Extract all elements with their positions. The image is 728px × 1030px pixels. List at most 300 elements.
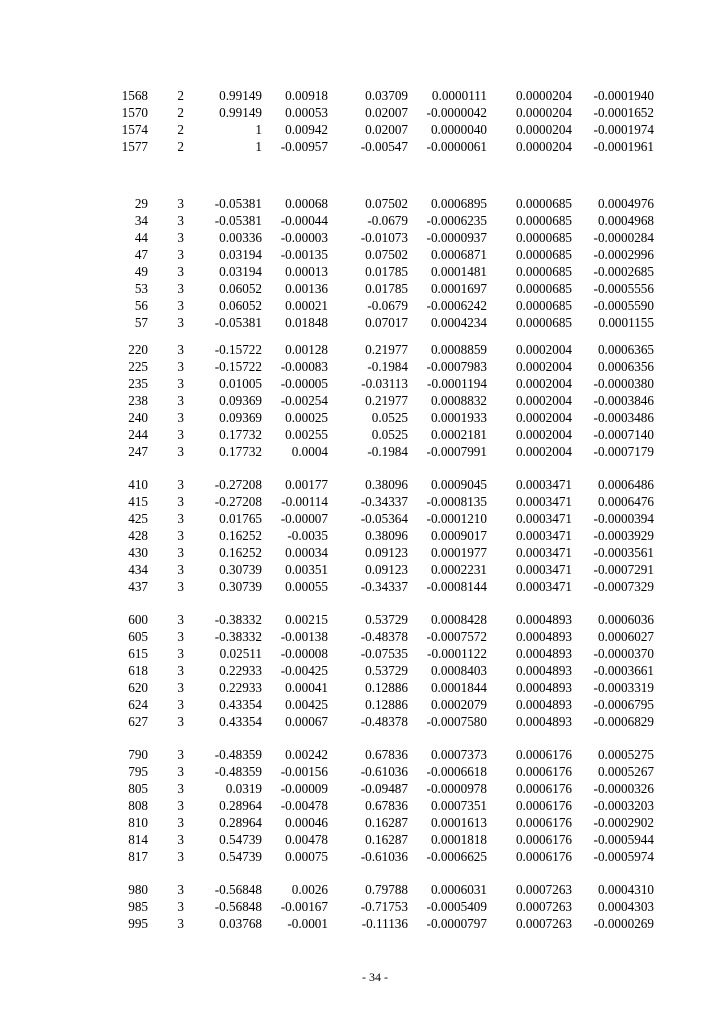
table-row xyxy=(0,915,728,932)
table-cell: -0.00044 xyxy=(280,213,328,228)
table-cell: 3 xyxy=(177,545,184,560)
table-cell: -0.00547 xyxy=(360,139,408,154)
table-cell: -0.0006829 xyxy=(593,714,654,729)
table-cell: -0.27208 xyxy=(214,494,262,509)
table-cell: 3 xyxy=(177,427,184,442)
table-cell: 0.43354 xyxy=(219,714,262,729)
table-cell: 0.00128 xyxy=(285,342,328,357)
table-cell: 0.0004893 xyxy=(515,680,572,695)
table-cell: 0.0007351 xyxy=(430,798,487,813)
table-cell: 0.16287 xyxy=(365,832,408,847)
table-cell: -0.0000394 xyxy=(593,511,654,526)
table-cell: 3 xyxy=(177,477,184,492)
table-cell: -0.00135 xyxy=(280,247,328,262)
table-row xyxy=(0,797,728,814)
table-cell: 0.01005 xyxy=(219,376,262,391)
table-cell: -0.05364 xyxy=(360,511,408,526)
table-row xyxy=(0,297,728,314)
table-cell: -0.15722 xyxy=(214,359,262,374)
table-cell: 0.0007263 xyxy=(515,916,572,931)
table-cell: 56 xyxy=(134,298,148,313)
table-cell: 3 xyxy=(177,528,184,543)
table-group xyxy=(0,746,728,865)
table-cell: 0.0006036 xyxy=(597,612,654,627)
table-cell: 810 xyxy=(128,815,148,830)
table-cell: 0.0006176 xyxy=(515,764,572,779)
table-cell: 615 xyxy=(128,646,148,661)
table-cell: 0.0006176 xyxy=(515,747,572,762)
table-cell: 3 xyxy=(177,196,184,211)
table-cell: 0.07502 xyxy=(365,196,408,211)
table-cell: -0.0005974 xyxy=(593,849,654,864)
table-cell: 0.0006486 xyxy=(597,477,654,492)
table-cell: 0.00055 xyxy=(285,579,328,594)
table-cell: 3 xyxy=(177,298,184,313)
table-cell: 0.02511 xyxy=(219,646,262,661)
table-cell: -0.0001210 xyxy=(426,511,487,526)
table-cell: -0.56848 xyxy=(214,899,262,914)
table-cell: 0.06052 xyxy=(219,298,262,313)
table-row xyxy=(0,881,728,898)
table-row xyxy=(0,544,728,561)
table-cell: 0.00425 xyxy=(285,697,328,712)
table-cell: -0.00478 xyxy=(280,798,328,813)
table-cell: 980 xyxy=(128,882,148,897)
table-row xyxy=(0,104,728,121)
table-cell: -0.0005556 xyxy=(593,281,654,296)
table-cell: 0.0004 xyxy=(291,444,328,459)
table-cell: 0.0001818 xyxy=(430,832,487,847)
table-cell: 2 xyxy=(177,105,184,120)
table-cell: 0.0001155 xyxy=(598,315,654,330)
table-cell: 434 xyxy=(128,562,148,577)
table-row xyxy=(0,314,728,331)
table-group xyxy=(0,611,728,730)
table-cell: 0.0002004 xyxy=(515,342,572,357)
table-cell: -0.07535 xyxy=(360,646,408,661)
table-cell: 0.0000685 xyxy=(515,264,572,279)
table-row xyxy=(0,87,728,104)
table-cell: -0.0008144 xyxy=(426,579,487,594)
table-cell: 0.0319 xyxy=(225,781,262,796)
table-cell: 0.79788 xyxy=(365,882,408,897)
table-cell: 0.00075 xyxy=(285,849,328,864)
table-cell: -0.56848 xyxy=(214,882,262,897)
table-row xyxy=(0,578,728,595)
table-cell: 3 xyxy=(177,579,184,594)
table-row xyxy=(0,212,728,229)
table-cell: 3 xyxy=(177,410,184,425)
table-cell: 0.00021 xyxy=(285,298,328,313)
table-row xyxy=(0,392,728,409)
table-cell: 3 xyxy=(177,832,184,847)
table-cell: 0.00053 xyxy=(285,105,328,120)
table-cell: -0.00957 xyxy=(280,139,328,154)
table-cell: 0.0003471 xyxy=(515,562,572,577)
table-cell: 3 xyxy=(177,281,184,296)
table-cell: 47 xyxy=(134,247,148,262)
table-cell: 3 xyxy=(177,663,184,678)
table-row xyxy=(0,341,728,358)
table-cell: 0.00942 xyxy=(285,122,328,137)
table-cell: 0.0002004 xyxy=(515,359,572,374)
table-cell: 0.01765 xyxy=(219,511,262,526)
table-cell: -0.0003846 xyxy=(593,393,654,408)
table-cell: 0.0001844 xyxy=(430,680,487,695)
table-cell: 0.0004968 xyxy=(597,213,654,228)
table-cell: 0.67836 xyxy=(365,747,408,762)
table-cell: -0.0005590 xyxy=(593,298,654,313)
table-cell: -0.34337 xyxy=(360,579,408,594)
table-cell: 0.22933 xyxy=(219,680,262,695)
table-cell: -0.0000380 xyxy=(593,376,654,391)
table-cell: 0.02007 xyxy=(365,122,408,137)
table-cell: 235 xyxy=(128,376,148,391)
table-cell: 0.0006365 xyxy=(597,342,654,357)
table-cell: -0.0007329 xyxy=(593,579,654,594)
table-row xyxy=(0,195,728,212)
table-cell: 627 xyxy=(128,714,148,729)
table-cell: 3 xyxy=(177,714,184,729)
table-cell: 0.0525 xyxy=(371,427,408,442)
table-cell: 0.0000685 xyxy=(515,281,572,296)
table-cell: 2 xyxy=(177,139,184,154)
table-cell: 1574 xyxy=(121,122,148,137)
table-cell: 0.0006895 xyxy=(430,196,487,211)
table-cell: 0.0002079 xyxy=(430,697,487,712)
table-cell: 0.00034 xyxy=(285,545,328,560)
table-cell: 244 xyxy=(128,427,148,442)
table-cell: 0.0006027 xyxy=(597,629,654,644)
table-cell: 0.0525 xyxy=(371,410,408,425)
table-cell: -0.0000042 xyxy=(426,105,487,120)
table-cell: -0.0007179 xyxy=(593,444,654,459)
table-cell: 0.0004234 xyxy=(430,315,487,330)
table-cell: 0.06052 xyxy=(219,281,262,296)
table-cell: 0.0004976 xyxy=(597,196,654,211)
table-cell: 0.28964 xyxy=(219,798,262,813)
table-cell: 0.07017 xyxy=(365,315,408,330)
table-cell: -0.0679 xyxy=(367,298,408,313)
table-cell: 44 xyxy=(134,230,148,245)
table-cell: 0.07502 xyxy=(365,247,408,262)
table-cell: 0.99149 xyxy=(219,88,262,103)
table-cell: -0.0007291 xyxy=(593,562,654,577)
table-row xyxy=(0,763,728,780)
table-cell: 1577 xyxy=(121,139,148,154)
table-cell: -0.0007983 xyxy=(426,359,487,374)
table-cell: -0.0000269 xyxy=(593,916,654,931)
table-cell: -0.0008135 xyxy=(426,494,487,509)
table-cell: 3 xyxy=(177,264,184,279)
table-cell: 225 xyxy=(128,359,148,374)
table-cell: -0.00009 xyxy=(280,781,328,796)
table-cell: 0.0004893 xyxy=(515,697,572,712)
table-cell: 0.0006871 xyxy=(430,247,487,262)
table-cell: -0.05381 xyxy=(214,315,262,330)
table-row xyxy=(0,426,728,443)
table-cell: -0.0000326 xyxy=(593,781,654,796)
table-cell: 0.0000685 xyxy=(515,247,572,262)
table-cell: -0.0006235 xyxy=(426,213,487,228)
table-cell: -0.1984 xyxy=(367,444,408,459)
table-cell: -0.0005944 xyxy=(593,832,654,847)
table-cell: 790 xyxy=(128,747,148,762)
table-row xyxy=(0,510,728,527)
table-cell: -0.0002996 xyxy=(593,247,654,262)
table-cell: 3 xyxy=(177,764,184,779)
table-cell: 0.12886 xyxy=(365,697,408,712)
table-cell: -0.34337 xyxy=(360,494,408,509)
table-cell: 410 xyxy=(128,477,148,492)
table-cell: 0.30739 xyxy=(219,579,262,594)
table-cell: -0.0001194 xyxy=(427,376,487,391)
table-cell: 605 xyxy=(128,629,148,644)
table-cell: 3 xyxy=(177,680,184,695)
table-cell: -0.0000284 xyxy=(593,230,654,245)
table-cell: 0.0000204 xyxy=(515,105,572,120)
table-cell: 0.53729 xyxy=(365,612,408,627)
table-cell: 0.00046 xyxy=(285,815,328,830)
table-row xyxy=(0,628,728,645)
table-cell: 0.0005267 xyxy=(597,764,654,779)
table-cell: 0.0006176 xyxy=(515,815,572,830)
table-cell: 0.16252 xyxy=(219,545,262,560)
table-row xyxy=(0,746,728,763)
table-cell: 0.0000685 xyxy=(515,315,572,330)
table-cell: 0.00478 xyxy=(285,832,328,847)
table-cell: -0.0003929 xyxy=(593,528,654,543)
table-cell: -0.0006242 xyxy=(426,298,487,313)
table-cell: 3 xyxy=(177,899,184,914)
table-cell: -0.48378 xyxy=(360,714,408,729)
table-cell: 428 xyxy=(128,528,148,543)
table-cell: 0.0004310 xyxy=(597,882,654,897)
table-cell: 247 xyxy=(128,444,148,459)
table-cell: 0.0004303 xyxy=(597,899,654,914)
table-cell: 3 xyxy=(177,444,184,459)
table-cell: -0.00003 xyxy=(280,230,328,245)
table-cell: -0.0005409 xyxy=(426,899,487,914)
table-cell: 0.01785 xyxy=(365,281,408,296)
table-cell: 1568 xyxy=(121,88,148,103)
table-cell: -0.0007580 xyxy=(426,714,487,729)
table-cell: -0.00083 xyxy=(280,359,328,374)
table-cell: 0.0002004 xyxy=(515,427,572,442)
table-cell: 817 xyxy=(128,849,148,864)
table-cell: -0.0006618 xyxy=(426,764,487,779)
table-cell: -0.0000937 xyxy=(426,230,487,245)
table-cell: 0.0003471 xyxy=(515,494,572,509)
table-cell: 0.03768 xyxy=(219,916,262,931)
table-cell: -0.0001974 xyxy=(593,122,654,137)
table-cell: 3 xyxy=(177,612,184,627)
table-cell: 0.09369 xyxy=(219,410,262,425)
table-row xyxy=(0,679,728,696)
table-cell: -0.0000797 xyxy=(426,916,487,931)
table-cell: 0.0004893 xyxy=(515,629,572,644)
table-group xyxy=(0,87,728,155)
table-cell: -0.0001122 xyxy=(427,646,487,661)
table-cell: 995 xyxy=(128,916,148,931)
table-cell: 0.0000204 xyxy=(515,88,572,103)
table-cell: -0.0001 xyxy=(287,916,328,931)
table-cell: -0.1984 xyxy=(367,359,408,374)
table-cell: 3 xyxy=(177,213,184,228)
table-cell: 814 xyxy=(128,832,148,847)
table-cell: 0.16252 xyxy=(219,528,262,543)
table-row xyxy=(0,280,728,297)
table-cell: -0.38332 xyxy=(214,629,262,644)
table-cell: 0.09123 xyxy=(365,562,408,577)
table-cell: 220 xyxy=(128,342,148,357)
table-cell: 0.0006176 xyxy=(515,798,572,813)
table-cell: 3 xyxy=(177,629,184,644)
table-cell: 0.00025 xyxy=(285,410,328,425)
table-group xyxy=(0,476,728,595)
table-cell: 3 xyxy=(177,646,184,661)
table-cell: -0.0003319 xyxy=(593,680,654,695)
table-row xyxy=(0,645,728,662)
table-cell: 0.00013 xyxy=(285,264,328,279)
table-group xyxy=(0,341,728,460)
table-row xyxy=(0,476,728,493)
table-cell: 3 xyxy=(177,781,184,796)
table-cell: -0.0000370 xyxy=(593,646,654,661)
table-cell: 3 xyxy=(177,247,184,262)
table-cell: 0.0008859 xyxy=(430,342,487,357)
table-cell: 0.0009017 xyxy=(430,528,487,543)
table-cell: 0.0002004 xyxy=(515,393,572,408)
table-cell: 0.22933 xyxy=(219,663,262,678)
table-cell: 0.0002004 xyxy=(515,444,572,459)
table-cell: 0.54739 xyxy=(219,832,262,847)
table-cell: -0.48359 xyxy=(214,764,262,779)
table-cell: -0.00167 xyxy=(280,899,328,914)
table-cell: 415 xyxy=(128,494,148,509)
table-cell: -0.0002685 xyxy=(593,264,654,279)
table-cell: -0.0001961 xyxy=(593,139,654,154)
table-cell: 53 xyxy=(134,281,148,296)
table-cell: 808 xyxy=(128,798,148,813)
table-cell: -0.00008 xyxy=(280,646,328,661)
table-cell: -0.00254 xyxy=(280,393,328,408)
table-cell: 0.03194 xyxy=(219,264,262,279)
table-cell: 0.0004893 xyxy=(515,663,572,678)
table-row xyxy=(0,121,728,138)
table-row xyxy=(0,662,728,679)
table-cell: 0.17732 xyxy=(219,444,262,459)
table-cell: 0.16287 xyxy=(365,815,408,830)
table-cell: 0.17732 xyxy=(219,427,262,442)
table-cell: 0.00136 xyxy=(285,281,328,296)
table-cell: -0.0007991 xyxy=(426,444,487,459)
table-cell: -0.27208 xyxy=(214,477,262,492)
table-cell: 0.30739 xyxy=(219,562,262,577)
table-cell: -0.0003561 xyxy=(593,545,654,560)
table-cell: 0.09369 xyxy=(219,393,262,408)
table-cell: -0.0035 xyxy=(287,528,328,543)
table-cell: 2 xyxy=(177,88,184,103)
table-cell: 0.00177 xyxy=(285,477,328,492)
table-cell: 0.03709 xyxy=(365,88,408,103)
table-cell: -0.00007 xyxy=(280,511,328,526)
table-cell: 0.0006176 xyxy=(515,781,572,796)
table-row xyxy=(0,375,728,392)
table-cell: 3 xyxy=(177,562,184,577)
table-cell: 0.0006176 xyxy=(515,832,572,847)
table-cell: 0.00215 xyxy=(285,612,328,627)
table-row xyxy=(0,696,728,713)
table-cell: 3 xyxy=(177,849,184,864)
table-cell: 0.0001697 xyxy=(430,281,487,296)
table-row xyxy=(0,561,728,578)
table-group xyxy=(0,195,728,331)
table-cell: -0.71753 xyxy=(360,899,408,914)
table-cell: 0.09123 xyxy=(365,545,408,560)
table-cell: -0.48359 xyxy=(214,747,262,762)
table-cell: -0.11136 xyxy=(361,916,408,931)
table-cell: -0.0003486 xyxy=(593,410,654,425)
table-cell: 3 xyxy=(177,697,184,712)
table-cell: -0.48378 xyxy=(360,629,408,644)
table-cell: -0.61036 xyxy=(360,764,408,779)
table-cell: 0.99149 xyxy=(219,105,262,120)
table-cell: 0.0004893 xyxy=(515,646,572,661)
table-cell: 3 xyxy=(177,315,184,330)
table-cell: 3 xyxy=(177,494,184,509)
table-cell: 238 xyxy=(128,393,148,408)
table-cell: 3 xyxy=(177,342,184,357)
table-row xyxy=(0,443,728,460)
table-cell: 0.0000040 xyxy=(430,122,487,137)
table-cell: 0.00041 xyxy=(285,680,328,695)
table-cell: 1570 xyxy=(121,105,148,120)
table-row xyxy=(0,229,728,246)
table-cell: 795 xyxy=(128,764,148,779)
table-cell: 0.0000685 xyxy=(515,213,572,228)
table-row xyxy=(0,611,728,628)
table-cell: 600 xyxy=(128,612,148,627)
table-row xyxy=(0,780,728,797)
table-cell: 3 xyxy=(177,916,184,931)
table-cell: -0.00114 xyxy=(281,494,328,509)
table-cell: 0.0000685 xyxy=(515,196,572,211)
table-cell: 0.38096 xyxy=(365,477,408,492)
table-cell: -0.0000978 xyxy=(426,781,487,796)
table-cell: 425 xyxy=(128,511,148,526)
table-cell: 0.0004893 xyxy=(515,612,572,627)
table-cell: -0.0679 xyxy=(367,213,408,228)
table-cell: 3 xyxy=(177,376,184,391)
table-cell: 0.0009045 xyxy=(430,477,487,492)
table-group xyxy=(0,881,728,932)
table-cell: 1 xyxy=(255,122,262,137)
table-row xyxy=(0,713,728,730)
table-cell: -0.00138 xyxy=(280,629,328,644)
table-cell: 3 xyxy=(177,230,184,245)
table-cell: -0.38332 xyxy=(214,612,262,627)
table-cell: 3 xyxy=(177,798,184,813)
table-cell: 2 xyxy=(177,122,184,137)
table-row xyxy=(0,246,728,263)
table-cell: 0.0003471 xyxy=(515,511,572,526)
table-cell: 0.00242 xyxy=(285,747,328,762)
table-cell: -0.00005 xyxy=(280,376,328,391)
table-cell: 29 xyxy=(134,196,148,211)
table-row xyxy=(0,493,728,510)
table-cell: -0.61036 xyxy=(360,849,408,864)
